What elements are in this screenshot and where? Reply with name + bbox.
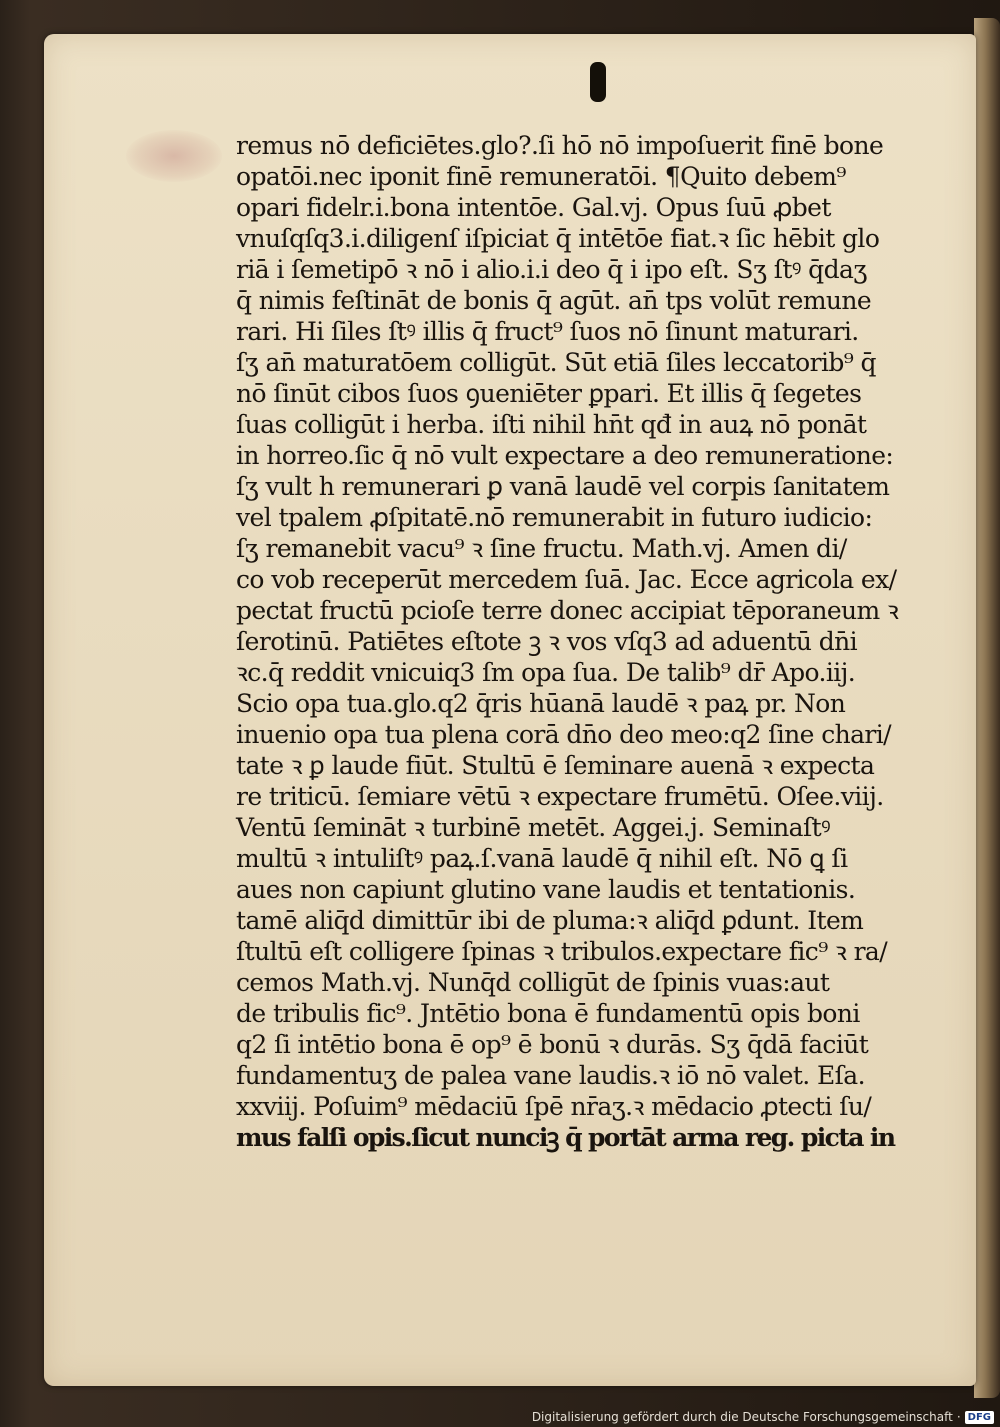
text-line: remus nō deficiētes.glo?.ſi hō nō impoſuerit finē bone [236, 131, 884, 160]
page-edge [974, 18, 1000, 1398]
text-line: ꝛc.q̄ reddit vnicuiq3 ſm opa ſua. De talib⁹ dr̄ Apo.iij. [236, 658, 856, 687]
text-line: opatōi.nec iponit finē remuneratōi. ¶Quito debem⁹ [236, 162, 846, 191]
text-line: ſtultū eſt colligere ſpinas ꝛ tribulos.expectare fic⁹ ꝛ ra/ [236, 937, 888, 966]
text-line: vnuſqſq3.i.diligenſ iſpiciat q̄ intētōe fiat.ꝛ ſic hēbit glo [236, 224, 880, 253]
text-line: vel tpalem ꝓſpitatē.nō remunerabit in futuro iudicio: [236, 503, 873, 532]
dfg-logo-icon: DFG [965, 1411, 994, 1424]
text-line: Scio opa tua.glo.q2 q̄ris hūanā laudē ꝛ paꝝ pr. Non [236, 689, 846, 718]
text-line: aues non capiunt glutino vane laudis et tentationis. [236, 875, 856, 904]
footer-separator: · [956, 1410, 961, 1424]
text-line: xxviij. Poſuim⁹ mēdaciū ſpē nr̄aʒ.ꝛ mēdacio ꝓtecti ſu/ [236, 1092, 872, 1121]
text-line: tate ꝛ ꝑ laude fiūt. Stultū ē ſeminare auenā ꝛ expecta [236, 751, 875, 780]
text-line: de tribulis fic⁹. Jntētio bona ē fundamentū opis boni [236, 999, 860, 1028]
text-line: re triticū. ſemiare vētū ꝛ expectare frumētū. Oſee.viij. [236, 782, 884, 811]
text-line: inuenio opa tua plena corā dn̄o deo meo:q2 ſine chari/ [236, 720, 891, 749]
text-line: ſʒ remanebit vacu⁹ ꝛ ſine fructu. Math.vj. Amen di/ [236, 534, 847, 563]
page-stain [126, 130, 222, 182]
text-line: multū ꝛ intuliſtꝰ paꝝ.ſ.vanā laudē q̄ nihil eſt. Nō ꝗ ſi [236, 844, 848, 873]
text-line: ſerotinū. Patiētes eſtote ꝫ ꝛ vos vſq3 ad aduentū dn̄i [236, 627, 858, 656]
text-line: Ventū ſemināt ꝛ turbinē metēt. Aggei.j. Seminaſtꝰ [236, 813, 831, 842]
text-line: pectat fructū pcioſe terre donec accipiat tēporaneum ꝛ [236, 596, 899, 625]
text-line: ſʒ vult h remunerari ꝑ vanā laudē vel corpis ſanitatem [236, 472, 890, 501]
text-line: q2 ſi intētio bona ē op⁹ ē bonū ꝛ durās. Sʒ q̄dā faciūt [236, 1030, 869, 1059]
text-line: tamē aliq̄d dimittūr ibi de pluma:ꝛ aliq̄d ꝑdunt. Item [236, 906, 864, 935]
text-line: fundamentuʒ de palea vane laudis.ꝛ iō nō valet. Eſa. [236, 1061, 865, 1090]
text-line: cemos Math.vj. Nunq̄d colligūt de ſpinis vuas:aut [236, 968, 830, 997]
text-line: mus falſi opis.ſicut nunciꝫ q̄ portāt arma reg. picta in [236, 1123, 895, 1152]
ink-mark [590, 62, 606, 102]
text-line: co vob receperūt mercedem ſuā. Jac. Ecce agricola ex/ [236, 565, 897, 594]
text-line: ſuas colligūt i herba. iſti nihil hn̄t qđ in auꝝ nō ponāt [236, 410, 867, 439]
text-line: riā i ſemetipō ꝛ nō i alio.i.i deo q̄ i ipo eſt. Sʒ ſtꝰ q̄daʒ [236, 255, 867, 284]
text-block [236, 130, 916, 1153]
text-line: in horreo.ſic q̄ nō vult expectare a deo remuneratione: [236, 441, 894, 470]
text-line: opari fidelr.i.bona intentōe. Gal.vj. Opus ſuū ꝓbet [236, 193, 831, 222]
text-line: rari. Hi ſiles ſtꝰ illis q̄ fruct⁹ ſuos nō ſinunt maturari. [236, 317, 859, 346]
text-line: nō ſinūt cibos ſuos ꝯueniēter ꝑpari. Et illis q̄ ſegetes [236, 379, 862, 408]
text-line: ſʒ an̄ maturatōem colligūt. Sūt etiā ſiles leccatorib⁹ q̄ [236, 348, 876, 377]
footer-credit [532, 1410, 994, 1424]
text-line: q̄ nimis feſtināt de bonis q̄ agūt. an̄ tps volūt remune [236, 286, 872, 315]
footer-credit-text: Digitalisierung gefördert durch die Deutsche Forschungsgemeinschaft [531, 1410, 953, 1424]
